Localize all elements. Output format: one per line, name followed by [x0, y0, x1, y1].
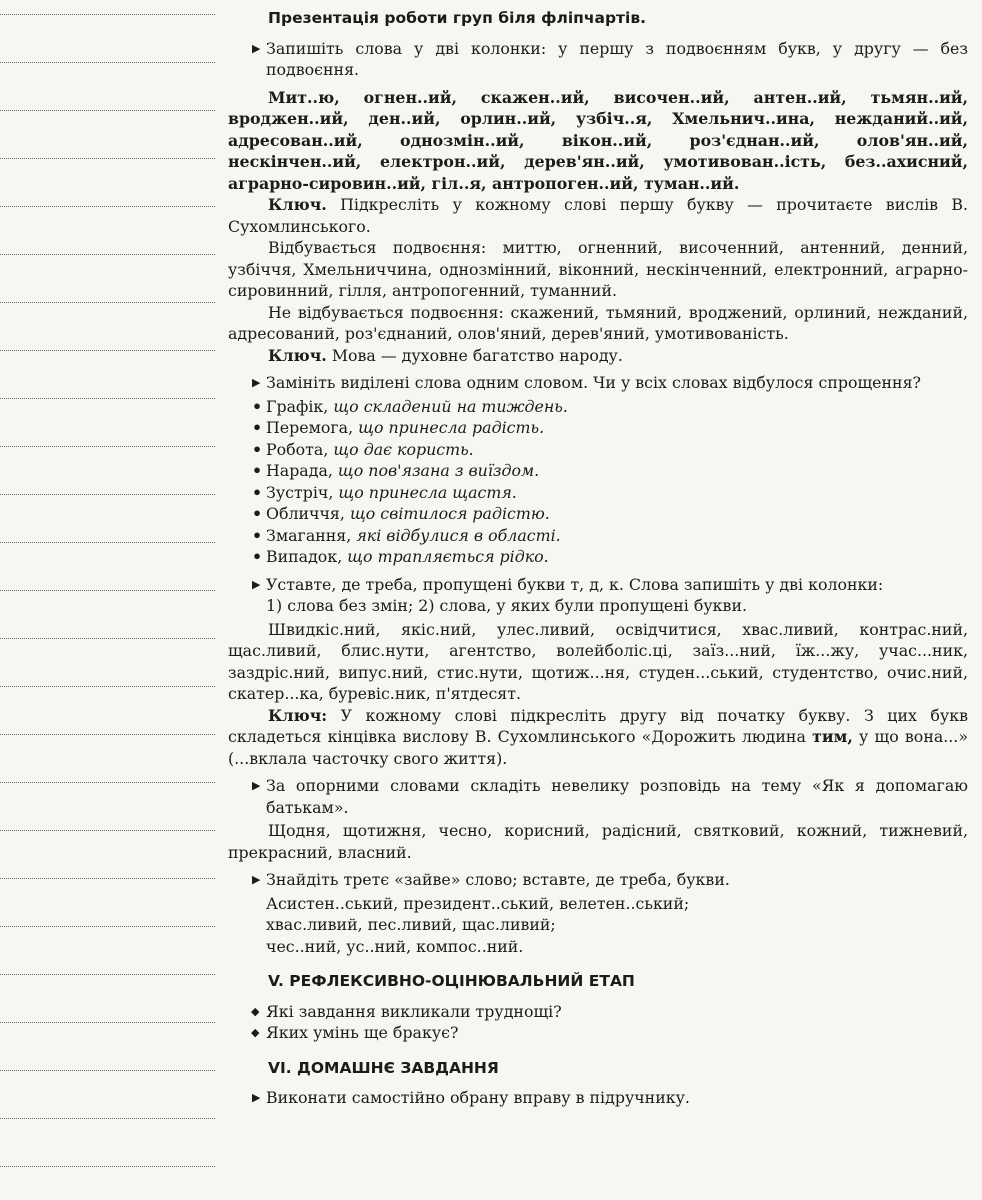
task-3-words: Швидкіс.ний, якіс.ний, улес.ливий, освідчитися, хвас.ливий, контрас.ний, щас.ливий, блис.нути, агентство, волейболіс.ці, заїз...ний, їж...жу, учас...ник, заздріс.ний, випус.ний, стис.нути, щотиж...ня, студен...ський, студентство, очис.ний, скатер...ка, буревіс.ник, п'ятдесят. [228, 619, 968, 703]
note-line [0, 14, 215, 15]
page-content [228, 4, 968, 1111]
bullet-icon: • [252, 482, 263, 502]
note-line [0, 1118, 215, 1119]
note-line [0, 638, 215, 639]
triangle-bullet-icon: ▶ [252, 41, 261, 55]
item-phrase: що пов'язана з виїздом. [337, 461, 540, 480]
item-word: Графік, [266, 396, 329, 416]
task-1-key-answer [228, 345, 968, 367]
note-line [0, 398, 215, 399]
note-line [0, 686, 215, 687]
diamond-bullet-icon: ◆ [251, 1026, 260, 1039]
list-item [228, 503, 968, 525]
task-5 [228, 869, 968, 891]
task-5-text: Знайдіть третє «зайве» слово; вставте, де треба, букви. [266, 870, 730, 889]
item-word: Зустріч, [266, 482, 334, 502]
item-phrase: що світилося радістю. [349, 504, 550, 523]
note-line [0, 1070, 215, 1071]
task-2-text: Замініть виділені слова одним словом. Чи у всіх словах відбулося спрощення? [266, 373, 922, 392]
list-item [228, 396, 968, 418]
no-doubling-list: Не відбувається подвоєння: скажений, тьмяний, вроджений, орлиний, нежданий, адресований, роз'єднаний, олов'яний, дерев'яний, умотивованість. [228, 302, 968, 343]
note-line [0, 878, 215, 879]
note-line [0, 830, 215, 831]
note-line [0, 1166, 215, 1167]
key-emphasis: тим, [812, 727, 853, 746]
item-word: Змагання, [266, 525, 352, 545]
note-line [0, 974, 215, 975]
list-item [228, 417, 968, 439]
list-item [228, 439, 968, 461]
key-label: Ключ. [268, 345, 327, 365]
homework-text: Виконати самостійно обрану вправу в підручнику. [266, 1088, 690, 1107]
doubling-list: Відбувається подвоєння: миттю, огненний, височенний, антенний, денний, узбіччя, Хмельниччина, однозмінний, віконний, нескінченний, електронний, аграрно-сировинний, гілля, антропогенний, туманний. [228, 238, 968, 300]
note-line [0, 590, 215, 591]
note-line [0, 734, 215, 735]
item-word: Перемога, [266, 418, 354, 437]
triangle-bullet-icon: ▶ [252, 1091, 261, 1104]
task-2-list [228, 396, 968, 568]
task-1-key [228, 194, 968, 237]
key-text: У кожному слові підкресліть другу від початку букву. З цих букв складеться кінцівка вислову В. Сухомлинського «Дорожить людина [228, 705, 968, 746]
task-1-words: Мит..ю, огнен..ий, скажен..ий, височен..ий, антен..ий, тьмян..ий, вроджен..ий, ден..ий, орлин..ий, узбіч..я, Хмельнич..ина, нежданий..ий, адресован..ий, однозмін..ий, вікон..ий, роз'єднан..ий, олов'ян..ий, нескінчен..ий, електрон..ий, дерев'ян..ий, умотивован..ість, без..ахисний, аграрно-сировин..ий, гіл..я, антропоген..ий, туман..ий. [228, 87, 968, 193]
bullet-icon: • [252, 439, 263, 459]
item-word: Нарада, [266, 461, 333, 480]
word-set: хвас.ливий, пес.ливий, щас.ливий; [266, 915, 556, 934]
list-item [228, 546, 968, 568]
bullet-icon: • [252, 396, 263, 416]
key-answer: Мова — духовне багатство народу. [331, 345, 623, 365]
bullet-icon: • [252, 418, 263, 437]
key-label: Ключ. [268, 195, 327, 214]
task-1 [228, 38, 968, 81]
key-label: Ключ: [268, 705, 328, 725]
note-line [0, 926, 215, 927]
task-3-text: Уставте, де треба, пропущені букви т, д, к. Слова запишіть у дві колонки: [266, 574, 884, 594]
task-3 [228, 574, 968, 617]
item-phrase: які відбулися в області. [356, 525, 561, 545]
list-item [228, 1001, 968, 1023]
task-3-key [228, 705, 968, 770]
key-text-end: у що вона...» (...вклала часточку свого життя). [228, 727, 968, 768]
section-5-title: V. РЕФЛЕКСИВНО-ОЦІНЮВАЛЬНИЙ ЕТАП [268, 972, 635, 990]
diamond-bullet-icon: ◆ [251, 1004, 260, 1018]
task-4 [228, 775, 968, 818]
item-phrase: що складений на тиждень. [333, 396, 568, 416]
note-line [0, 158, 215, 159]
item-text: Які завдання викликали труднощі? [266, 1001, 562, 1021]
word-set: Асистен..ський, президент..ський, велетен..ський; [266, 893, 690, 913]
note-line [0, 110, 215, 111]
margin-note-lines [0, 0, 220, 1200]
task-1-text: Запишіть слова у дві колонки: у першу з подвоєнням букв, у другу — без подвоєння. [266, 38, 968, 79]
note-line [0, 494, 215, 495]
list-item [228, 482, 968, 504]
note-line [0, 350, 215, 351]
homework-task [228, 1087, 968, 1109]
note-line [0, 782, 215, 783]
note-line [0, 446, 215, 447]
bullet-icon: • [252, 547, 263, 566]
note-line [0, 302, 215, 303]
task-4-text: За опорними словами складіть невелику розповідь на тему «Як я допомагаю батькам». [266, 776, 968, 817]
section-6-title: VI. ДОМАШНЄ ЗАВДАННЯ [268, 1058, 499, 1077]
presentation-heading: Презентація роботи груп біля фліпчартів. [268, 9, 647, 27]
note-line [0, 1022, 215, 1023]
item-phrase: що принесла щастя. [338, 482, 517, 502]
bullet-icon: • [252, 525, 263, 545]
note-line [0, 254, 215, 255]
item-word: Випадок, [266, 547, 343, 566]
key-text: Підкресліть у кожному слові першу букву — прочитаєте вислів В. Сухомлинського. [228, 195, 968, 236]
list-item [228, 1022, 968, 1044]
item-phrase: що принесла радість. [358, 418, 545, 437]
list-item [228, 460, 968, 482]
task-3-text-2: 1) слова без змін; 2) слова, у яких були пропущені букви. [266, 596, 748, 615]
item-phrase: що трапляється рідко. [347, 547, 549, 566]
triangle-bullet-icon: ▶ [252, 779, 261, 792]
list-item [228, 525, 968, 547]
bullet-icon: • [252, 461, 263, 480]
word-set: чес..ний, ус..ний, компос..ний. [266, 936, 524, 956]
note-line [0, 62, 215, 63]
triangle-bullet-icon: ▶ [252, 376, 261, 389]
triangle-bullet-icon: ▶ [252, 873, 261, 886]
item-word: Робота, [266, 439, 329, 459]
bullet-icon: • [252, 504, 263, 523]
task-2 [228, 372, 968, 394]
note-line [0, 542, 215, 543]
item-phrase: що дає користь. [333, 439, 474, 459]
triangle-bullet-icon: ▶ [252, 577, 261, 591]
note-line [0, 206, 215, 207]
item-text: Яких умінь ще бракує? [266, 1023, 459, 1042]
task-4-words: Щодня, щотижня, чесно, корисний, радісний, святковий, кожний, тижневий, прекрасний, власний. [228, 821, 968, 862]
item-word: Обличчя, [266, 504, 345, 523]
